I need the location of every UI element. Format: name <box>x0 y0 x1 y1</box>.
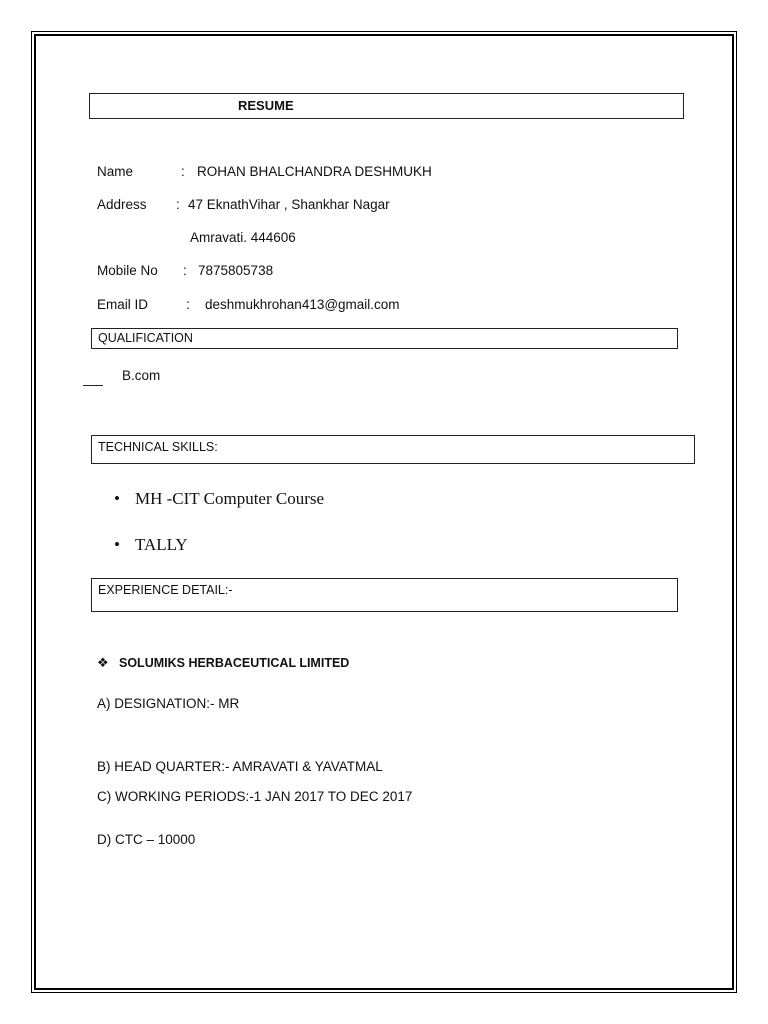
experience-detail: A) DESIGNATION:- MR <box>97 696 240 711</box>
experience-detail: C) WORKING PERIODS:-1 JAN 2017 TO DEC 2017 <box>97 789 413 804</box>
name-value: ROHAN BHALCHANDRA DESHMUKH <box>197 164 432 179</box>
qualification-heading: QUALIFICATION <box>98 331 193 345</box>
company-name: SOLUMIKS HERBACEUTICAL LIMITED <box>119 656 350 670</box>
mobile-separator: : <box>183 263 187 278</box>
name-label: Name <box>97 164 134 179</box>
experience-detail: B) HEAD QUARTER:- AMRAVATI & YAVATMAL <box>97 759 383 774</box>
mobile-label: Mobile No <box>97 263 158 278</box>
mobile-value: 7875805738 <box>198 263 274 278</box>
address-line-2: Amravati. 444606 <box>190 230 296 245</box>
qualification-heading-box <box>91 328 678 349</box>
qualification-item: B.com <box>122 368 161 383</box>
experience-heading: EXPERIENCE DETAIL:- <box>98 583 233 597</box>
title-box <box>89 93 684 119</box>
skills-heading: TECHNICAL SKILLS: <box>98 440 218 454</box>
address-separator: : <box>176 197 180 212</box>
qualification-dash <box>83 385 103 386</box>
page-title: RESUME <box>238 98 294 113</box>
skill-bullet-icon: • <box>114 489 120 508</box>
name-separator: : <box>181 164 185 179</box>
skill-item: TALLY <box>135 535 188 554</box>
experience-detail: D) CTC – 10000 <box>97 832 196 847</box>
skill-bullet-icon: • <box>114 535 120 554</box>
address-label: Address <box>97 197 147 212</box>
skill-item: MH -CIT Computer Course <box>135 489 325 508</box>
email-separator: : <box>186 297 190 312</box>
email-value: deshmukhrohan413@gmail.com <box>205 297 400 312</box>
address-line-1: 47 EknathVihar , Shankhar Nagar <box>188 197 390 212</box>
skills-heading-box <box>91 435 695 464</box>
experience-heading-box <box>91 578 678 612</box>
email-label: Email ID <box>97 297 149 312</box>
diamond-bullet-icon: ❖ <box>97 655 109 670</box>
